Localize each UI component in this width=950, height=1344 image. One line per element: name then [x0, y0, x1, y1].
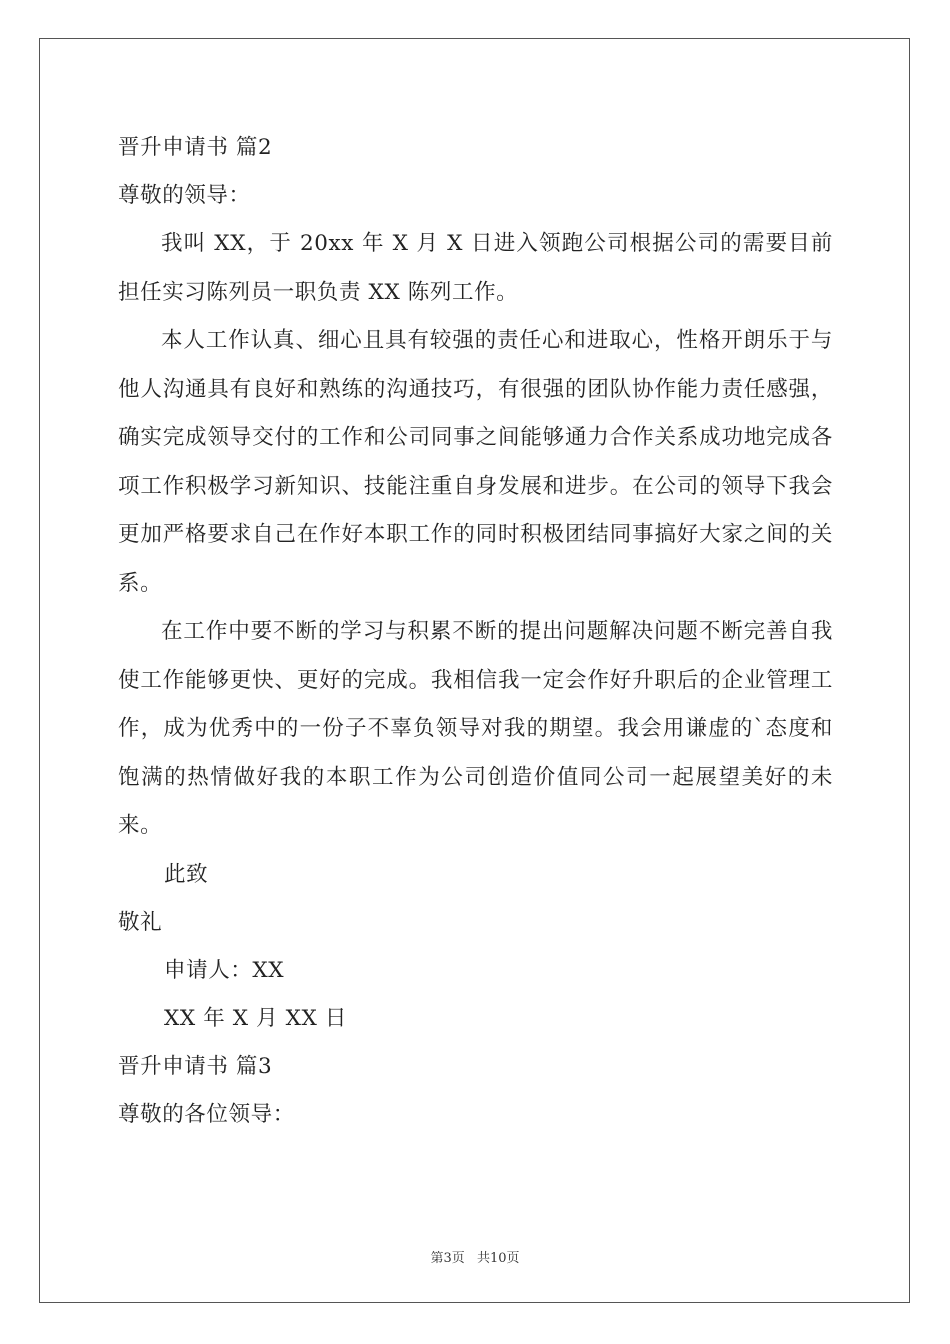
salutation-next: 尊敬的各位领导：: [118, 1101, 295, 1127]
salutation: 尊敬的领导：: [118, 183, 251, 208]
page-footer: [0, 1247, 950, 1266]
paragraph-1: 我叫 XX，于 20xx 年 X 月 X 日进入领跑公司根据公司的需要目前担任实习陈列员一职负责 XX 陈列工作。: [118, 231, 833, 305]
closing-line-2: 敬礼: [118, 909, 163, 935]
paragraph-2: 本人工作认真、细心且具有较强的责任心和进取心，性格开朗乐于与他人沟通具有良好和熟练的沟通技巧，有很强的团队协作能力责任感强，确实完成领导交付的工作和公司同事之间能够通力合作关系成功地完成各项工作积极学习新知识、技能注重自身发展和进步。在公司的领导下我会更加严格要求自己在作好本职工作的同时积极团结同事搞好大家之间的关系。: [118, 328, 833, 596]
closing-line-1: 此致: [164, 861, 209, 887]
document-body: [118, 124, 833, 1139]
paragraph-3: 在工作中要不断的学习与积累不断的提出问题解决问题不断完善自我使工作能够更快、更好的完成。我相信我一定会作好升职后的企业管理工作，成为优秀中的一份子不辜负领导对我的期望。我会用谦虚的`态度和饱满的热情做好我的本职工作为公司创造价值同公司一起展望美好的未来。: [118, 619, 833, 838]
page-number: 第3页: [430, 1251, 465, 1266]
applicant-line: 申请人：XX: [164, 957, 285, 983]
section-title-next: 晋升申请书 篇3: [118, 1053, 273, 1079]
section-title: 晋升申请书 篇2: [118, 135, 273, 160]
date-line: XX 年 X 月 XX 日: [164, 1005, 348, 1031]
page-total: 共10页: [476, 1251, 520, 1266]
